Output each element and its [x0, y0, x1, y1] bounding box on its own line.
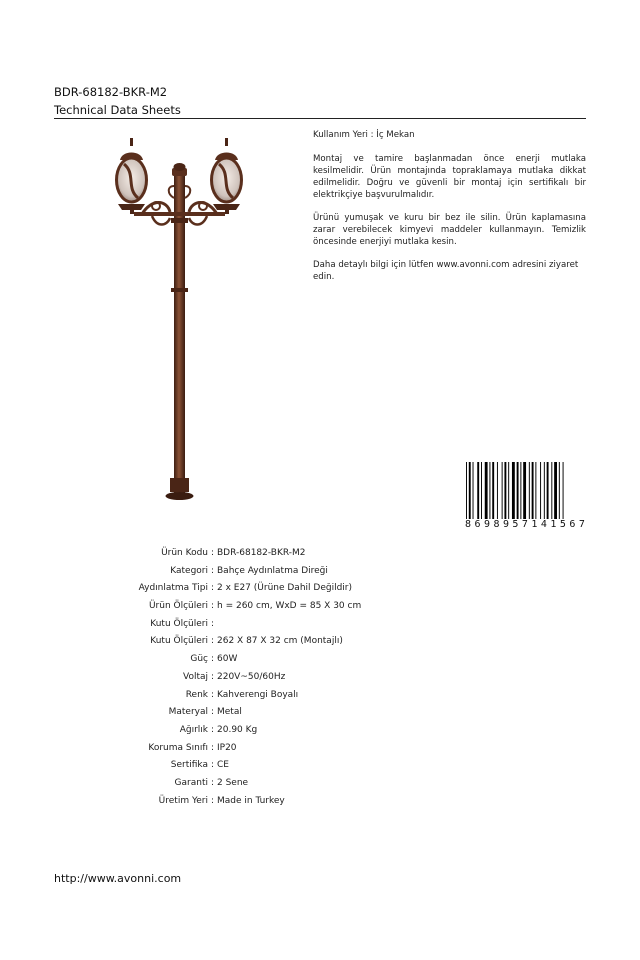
barcode-bar — [473, 462, 474, 519]
spec-row — [60, 651, 460, 669]
product-notes — [313, 129, 586, 294]
spec-label: Renk — [185, 689, 208, 700]
spec-separator: : — [210, 565, 215, 576]
spec-value: 2 x E27 (Ürüne Dahil Değildir) — [217, 583, 352, 594]
spec-value: 220V~50/60Hz — [217, 671, 286, 682]
spec-label: Voltaj — [182, 671, 208, 682]
barcode-digit: 6 — [474, 519, 481, 530]
barcode-bar — [485, 462, 488, 519]
spec-row — [60, 704, 460, 722]
spec-separator: : — [210, 583, 215, 594]
spec-value: Made in Turkey — [217, 795, 285, 806]
spec-separator: : — [210, 707, 215, 718]
barcode-digit: 8 — [465, 519, 472, 530]
spec-row — [60, 793, 460, 811]
spec-separator: : — [210, 742, 215, 753]
spec-value: CE — [217, 760, 229, 771]
spec-separator: : — [210, 601, 215, 612]
barcode-bar — [540, 462, 541, 519]
installation-warning: Montaj ve tamire başlanmadan önce enerji mutlaka kesilmelidir. Ürün montajında topraklamaya mutlaka dikkat edilmelidir. Doğru ve güvenli bir montaj için sertifikalı bir elektrikçiye başvurulmalıdır. — [313, 154, 586, 200]
spec-row — [60, 757, 460, 775]
website-url: http://www.avonni.com — [54, 872, 182, 885]
spec-value: IP20 — [217, 742, 237, 753]
spec-value: 60W — [217, 654, 238, 665]
barcode-bar — [523, 462, 526, 519]
product-code-heading: BDR-68182-BKR-M2 — [54, 85, 168, 99]
barcode-bar — [502, 462, 503, 519]
barcode-digit: 9 — [483, 519, 490, 530]
barcode-digit: 7 — [521, 519, 528, 530]
spec-separator: : — [210, 548, 215, 558]
spec-row — [60, 545, 460, 563]
spec-row — [60, 580, 460, 598]
spec-separator: : — [210, 724, 215, 735]
more-info-text: Daha detaylı bilgi için lütfen www.avonni.com adresini ziyaret edin. — [313, 260, 579, 282]
spec-value: 2 Sene — [217, 777, 249, 788]
spec-value: BDR-68182-BKR-M2 — [217, 548, 306, 558]
barcode-bar — [497, 462, 498, 519]
spec-label: Ağırlık — [179, 724, 208, 735]
spec-row — [60, 633, 460, 651]
spec-separator: : — [210, 795, 215, 806]
spec-label: Koruma Sınıfı — [148, 742, 208, 753]
barcode-digit: 8 — [493, 519, 500, 530]
barcode-bar — [529, 462, 530, 519]
barcode-bar — [477, 462, 479, 519]
barcode-bar — [492, 462, 494, 519]
barcode-bar — [520, 462, 521, 519]
barcode-bar — [551, 462, 552, 519]
spec-label: Garanti — [174, 777, 208, 788]
spec-row — [60, 775, 460, 793]
spec-label: Kutu Ölçüleri — [150, 636, 208, 647]
spec-row — [60, 598, 460, 616]
spec-row — [60, 687, 460, 705]
header-divider — [54, 118, 586, 119]
barcode-number — [465, 519, 585, 532]
spec-separator: : — [210, 689, 215, 700]
spec-label: Aydınlatma Tipi — [138, 583, 208, 594]
spec-label: Güç — [190, 654, 208, 665]
barcode-digit: 7 — [578, 519, 585, 530]
spec-label: Sertifika — [170, 760, 208, 771]
spec-value: Kahverengi Boyalı — [217, 689, 299, 700]
barcode-bar — [554, 462, 557, 519]
barcode-bar — [535, 462, 536, 519]
barcode-bar — [504, 462, 506, 519]
barcode-digit: 5 — [512, 519, 519, 530]
spec-value: Bahçe Aydınlatma Direği — [217, 565, 328, 576]
spec-row — [60, 669, 460, 687]
spec-label: Kategori — [170, 565, 208, 576]
spec-row — [60, 722, 460, 740]
spec-row — [60, 563, 460, 581]
spec-label: Ürün Kodu — [161, 548, 208, 558]
spec-separator: : — [210, 760, 215, 771]
barcode-digit: 9 — [502, 519, 509, 530]
spec-separator: : — [210, 636, 215, 647]
spec-row — [60, 616, 460, 634]
barcode-bar — [544, 462, 545, 519]
spec-separator: : — [210, 654, 215, 665]
barcode-bar — [547, 462, 549, 519]
spec-label: Kutu Ölçüleri — [150, 618, 208, 629]
spec-label: Materyal — [168, 707, 208, 718]
spec-label: Üretim Yeri — [158, 795, 208, 806]
spec-value: Metal — [217, 707, 242, 718]
spec-value: 20.90 Kg — [217, 724, 258, 735]
spec-value: 262 X 87 X 32 cm (Montajlı) — [217, 636, 343, 647]
barcode-bar — [532, 462, 534, 519]
spec-value — [217, 616, 460, 634]
usage-location: Kullanım Yeri : İç Mekan — [313, 130, 415, 140]
barcode-digit: 1 — [531, 519, 538, 530]
spec-separator: : — [210, 671, 215, 682]
barcode-digit: 6 — [569, 519, 576, 530]
spec-separator: : — [210, 777, 215, 788]
cleaning-instructions: Ürünü yumuşak ve kuru bir bez ile silin. Ürün kaplamasına zarar verebilecek kimyevi maddeler kullanmayın. Temizlik öncesinde enerjiyi mutlaka kesin. — [313, 213, 586, 247]
barcode-bar — [508, 462, 509, 519]
specification-table — [60, 545, 460, 810]
spec-label: Ürün Ölçüleri — [148, 601, 208, 612]
barcode-bar — [489, 462, 490, 519]
barcode-digit: 5 — [559, 519, 566, 530]
spec-value: h = 260 cm, WxD = 85 X 30 cm — [217, 601, 362, 612]
document-subtitle: Technical Data Sheets — [54, 103, 181, 117]
spec-row — [60, 740, 460, 758]
spec-separator: : — [210, 618, 215, 629]
barcode-bar — [481, 462, 482, 519]
garden-lamp-post-image — [112, 138, 252, 504]
barcode-digit: 1 — [550, 519, 557, 530]
barcode-digit: 4 — [540, 519, 547, 530]
